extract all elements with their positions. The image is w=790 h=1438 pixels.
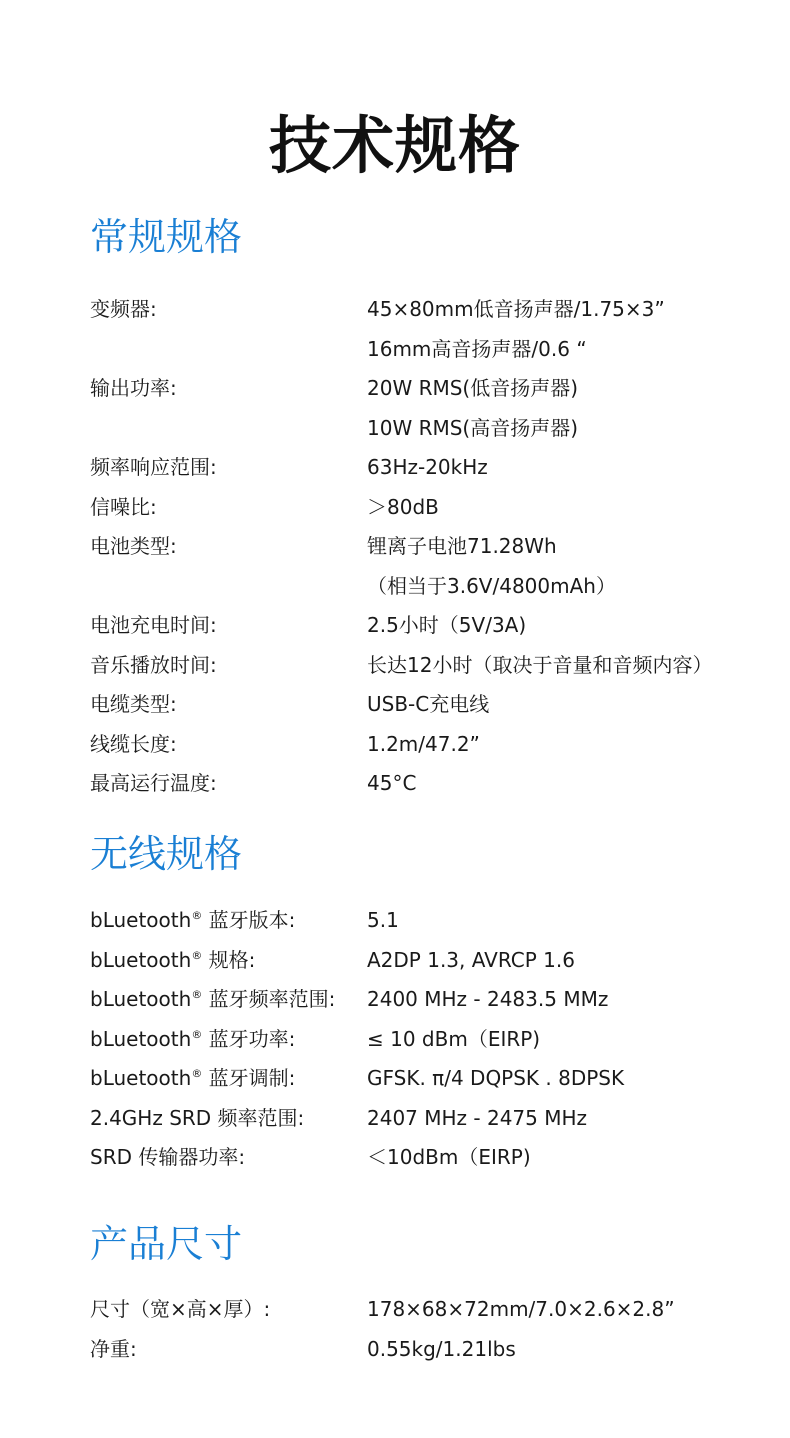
spec-value (367, 369, 770, 448)
spec-value: 1.2m/47.2” (367, 731, 480, 756)
spec-value: 长达12小时（取决于音量和音频内容） (367, 652, 713, 677)
spec-value: A2DP 1.3, AVRCP 1.6 (367, 947, 575, 972)
spec-value: ＜10dBm（EIRP) (367, 1145, 531, 1169)
spec-row-transducer (90, 290, 770, 369)
spec-value: 2.5小时（5V/3A) (367, 613, 527, 637)
spec-list (90, 901, 770, 1178)
spec-row-bluetooth-frequency (90, 980, 770, 1020)
spec-value: 2400 MHz - 2483.5 MMz (367, 987, 609, 1011)
spec-label-text: 规格: (202, 947, 256, 972)
spec-row-frequency-response (90, 448, 770, 488)
spec-label-text: 蓝牙版本: (202, 908, 296, 932)
spec-label: 最高运行温度: (90, 771, 217, 795)
spec-list (90, 1290, 770, 1369)
spec-label (90, 941, 367, 981)
spec-label-text: 蓝牙频率范围: (202, 987, 336, 1011)
spec-row-output-power (90, 369, 770, 448)
spec-row-dimensions (90, 1290, 770, 1330)
spec-label: SRD 传输器功率: (90, 1145, 246, 1169)
spec-label: 输出功率: (90, 376, 177, 400)
spec-row-cable-length (90, 725, 770, 765)
spec-label (90, 980, 367, 1020)
spec-label: 变频器: (90, 297, 157, 321)
wireless-specs-section (90, 829, 770, 1178)
spec-value-line: 45×80mm低音扬声器/1.75×3” (367, 297, 665, 321)
spec-value-line: 20W RMS(低音扬声器) (367, 376, 579, 400)
spec-value (367, 527, 770, 606)
brand-name: bLuetooth (90, 908, 192, 932)
section-title: 常规规格 (90, 215, 243, 259)
spec-value-line: 16mm高音扬声器/0.6 “ (367, 336, 587, 361)
spec-label (90, 1059, 367, 1099)
spec-label: 尺寸（宽×高×厚）: (90, 1297, 271, 1321)
spec-row-bluetooth-profile (90, 941, 770, 981)
spec-row-bluetooth-version (90, 901, 770, 941)
brand-name: bLuetooth (90, 1026, 192, 1051)
spec-label: 电池类型: (90, 534, 177, 558)
spec-row-bluetooth-power (90, 1020, 770, 1060)
spec-value: 2407 MHz - 2475 MHz (367, 1105, 588, 1130)
spec-row-srd-frequency (90, 1099, 770, 1139)
spec-label (90, 1020, 367, 1060)
spec-label: 2.4GHz SRD 频率范围: (90, 1105, 305, 1130)
page-title: 技术规格 (268, 108, 521, 182)
spec-row-charge-time (90, 606, 770, 646)
spec-row-max-temperature (90, 764, 770, 804)
spec-label (90, 901, 367, 941)
spec-value: GFSK. π/4 DQPSK . 8DPSK (367, 1066, 625, 1090)
registered-mark: ® (191, 909, 203, 922)
spec-value: USB-C充电线 (367, 692, 490, 716)
registered-mark: ® (191, 988, 203, 1001)
spec-value: 0.55kg/1.21lbs (367, 1336, 516, 1361)
spec-label: 线缆长度: (90, 731, 177, 756)
spec-row-srd-power (90, 1138, 770, 1178)
spec-value: 178×68×72mm/7.0×2.6×2.8” (367, 1297, 675, 1321)
spec-label: 音乐播放时间: (90, 652, 217, 677)
registered-mark: ® (191, 1027, 203, 1041)
spec-row-bluetooth-modulation (90, 1059, 770, 1099)
spec-value: ＞80dB (367, 494, 439, 519)
spec-label-text: 蓝牙调制: (202, 1066, 296, 1090)
general-specs-section (90, 212, 770, 804)
spec-label: 频率响应范围: (90, 455, 217, 479)
spec-row-battery-type (90, 527, 770, 606)
spec-value: 45°C (367, 771, 417, 795)
spec-value: 5.1 (367, 908, 399, 932)
spec-label-text: 蓝牙功率: (202, 1026, 296, 1051)
spec-list (90, 290, 770, 804)
spec-label: 信噪比: (90, 494, 157, 519)
spec-label: 电缆类型: (90, 692, 177, 716)
spec-row-cable-type (90, 685, 770, 725)
spec-row-snr (90, 488, 770, 528)
brand-name: bLuetooth (90, 1066, 192, 1090)
registered-mark: ® (191, 1067, 203, 1080)
spec-row-net-weight (90, 1330, 770, 1370)
spec-value-line: 10W RMS(高音扬声器) (367, 415, 579, 440)
spec-value: 63Hz-20kHz (367, 455, 488, 479)
spec-label: 净重: (90, 1336, 137, 1361)
spec-row-play-time (90, 646, 770, 686)
section-title: 产品尺寸 (90, 1222, 243, 1266)
spec-value-line: 锂离子电池71.28Wh (367, 534, 557, 558)
spec-label: 电池充电时间: (90, 613, 217, 637)
section-title: 无线规格 (90, 832, 243, 876)
brand-name: bLuetooth (90, 947, 192, 972)
product-dimensions-section (90, 1219, 770, 1369)
spec-value: ≤ 10 dBm（EIRP) (367, 1026, 541, 1051)
brand-name: bLuetooth (90, 987, 192, 1011)
spec-value (367, 290, 770, 369)
spec-value-line: （相当于3.6V/4800mAh） (367, 573, 616, 598)
registered-mark: ® (191, 948, 203, 962)
